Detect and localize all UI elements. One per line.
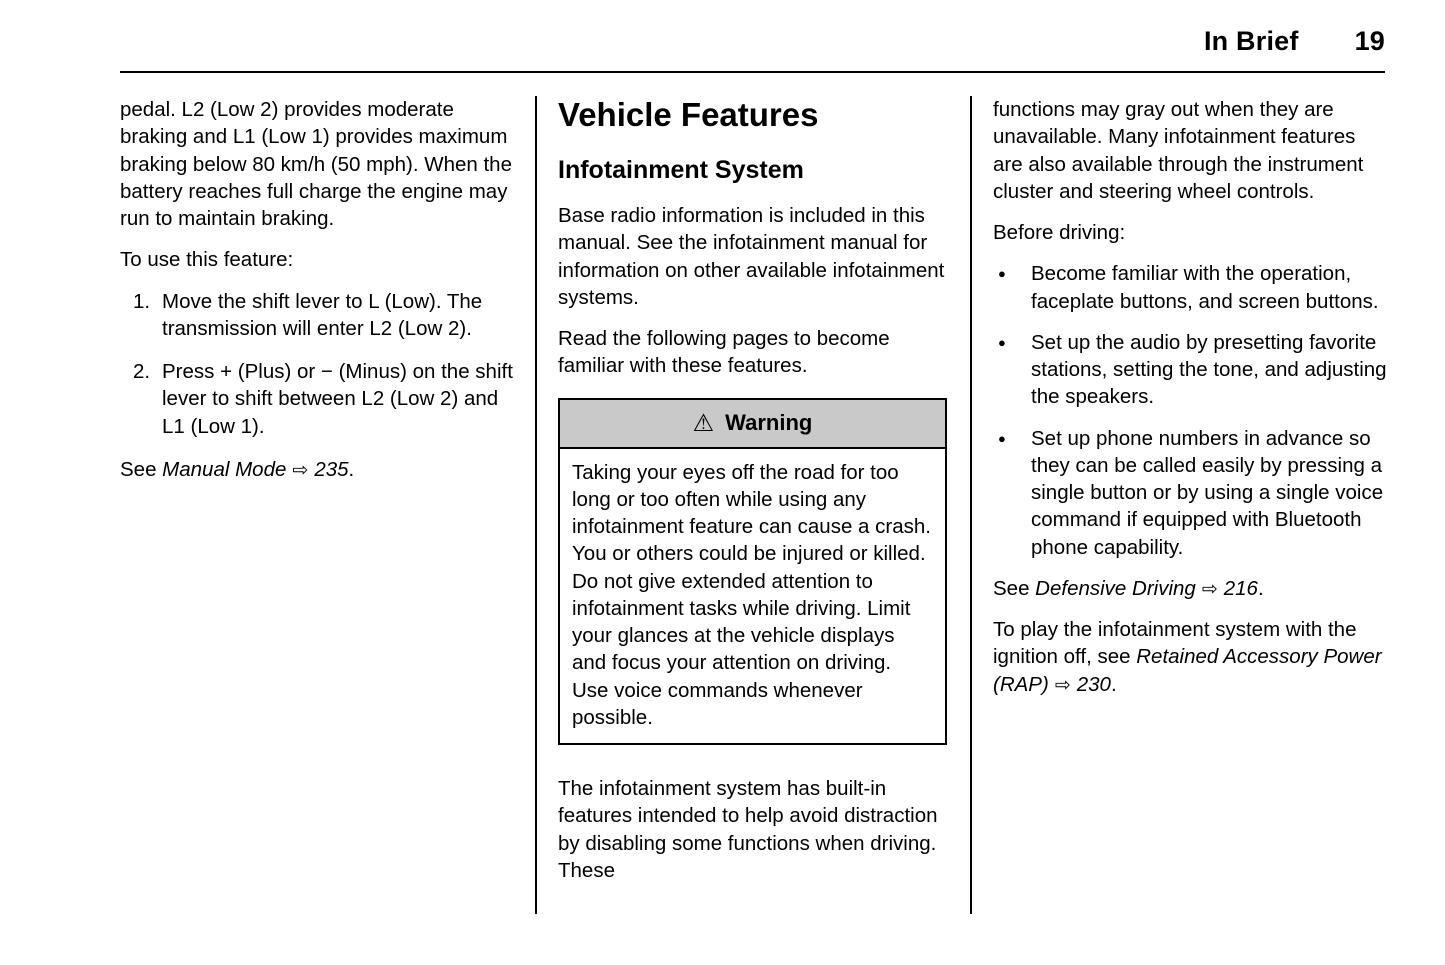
warning-box (558, 398, 947, 745)
list-item (120, 288, 513, 343)
cross-reference-defensive-driving (993, 575, 1387, 602)
numbered-list (120, 288, 513, 440)
ref-arrow-icon: ⇨ (292, 459, 309, 481)
paragraph-read-pages: Read the following pages to become familiar with these features. (558, 327, 890, 378)
ref-page: 216 (1223, 576, 1258, 600)
column-right (993, 96, 1387, 914)
ref-title: Retained Accessory Power (RAP) (993, 645, 1382, 696)
bullet-item-text: Become familiar with the operation, faceplate buttons, and screen buttons. (1031, 262, 1379, 313)
ref-suffix: . (348, 457, 355, 481)
column-left (120, 96, 513, 914)
paragraph-rap-reference (993, 616, 1387, 698)
ref-prefix: See (120, 457, 163, 481)
warning-body: Taking your eyes off the road for too long or too often while using any infotainment feature can cause a crash. You or others could be injured or killed. Do not give extended attention to infotainment tasks while driving. Limit your glances at the vehicle displays and focus your attention on driving. Use voice commands whenever possible. (572, 460, 931, 729)
bullet-icon: ● (998, 334, 1006, 350)
ref-prefix: See (993, 576, 1036, 600)
list-item-number: 1. (133, 289, 151, 313)
subsection-heading: Infotainment System (558, 155, 804, 184)
ref-suffix: . (1110, 672, 1117, 696)
bullet-item-text: Set up the audio by presetting favorite stations, setting the tone, and adjusting the speakers. (1031, 330, 1387, 409)
paragraph-gray-out: functions may gray out when they are unavailable. Many infotainment features are also available through the instrument cluster and steering wheel controls. (993, 98, 1364, 203)
content-columns (120, 96, 1387, 914)
bullet-icon: ● (998, 266, 1006, 282)
paragraph-braking: pedal. L2 (Low 2) provides moderate braking and L1 (Low 1) provides maximum braking below 80 km/h (50 mph). When the battery reaches full charge the engine may run to maintain braking. (120, 98, 512, 230)
list-item-text: Press + (Plus) or − (Minus) on the shift lever to shift between L2 (Low 2) and L1 (Low 1). (162, 360, 513, 438)
ref-page: 235 (314, 457, 349, 481)
list-item-text: Move the shift lever to L (Low). The transmission will enter L2 (Low 2). (162, 289, 483, 340)
column-divider (535, 96, 537, 914)
warning-header (560, 400, 945, 449)
bullet-icon: ● (998, 430, 1006, 446)
section-heading: Vehicle Features (558, 96, 819, 133)
ref-page: 230 (1076, 672, 1111, 696)
ref-prefix: To play the infotainment system with the ignition off, see (993, 618, 1357, 669)
ref-suffix: . (1257, 576, 1264, 600)
paragraph-builtin-features: The infotainment system has built-in features intended to help avoid distraction by disabling some functions when driving. These (558, 777, 938, 882)
ref-title: Defensive Driving (1035, 576, 1196, 600)
bullet-item (993, 425, 1387, 561)
list-item-number: 2. (133, 360, 151, 383)
warning-icon: ⚠ (692, 409, 715, 437)
column-divider (970, 96, 972, 914)
paragraph-base-radio: Base radio information is included in this manual. See the infotainment manual for information on other available infotainment systems. (558, 204, 945, 309)
paragraph-before-driving: Before driving: (993, 221, 1126, 244)
column-middle (558, 96, 947, 914)
page-number: 19 (1354, 26, 1385, 56)
section-title: In Brief (1203, 26, 1299, 56)
warning-title: Warning (725, 409, 813, 435)
cross-reference-manual-mode (120, 456, 513, 483)
paragraph-feature-intro: To use this feature: (120, 248, 294, 272)
ref-arrow-icon: ⇨ (1201, 578, 1218, 600)
ref-title: Manual Mode (162, 457, 287, 481)
ref-arrow-icon: ⇨ (1054, 674, 1071, 696)
list-item (120, 358, 513, 440)
bullet-item (993, 329, 1387, 411)
bullet-item (993, 260, 1387, 315)
bullet-item-text: Set up phone numbers in advance so they can be called easily by pressing a single button or by using a single voice command if equipped with Bluetooth phone capability. (1031, 426, 1384, 559)
bullet-list (993, 260, 1387, 561)
page-header (120, 26, 1385, 57)
header-rule (120, 71, 1385, 73)
